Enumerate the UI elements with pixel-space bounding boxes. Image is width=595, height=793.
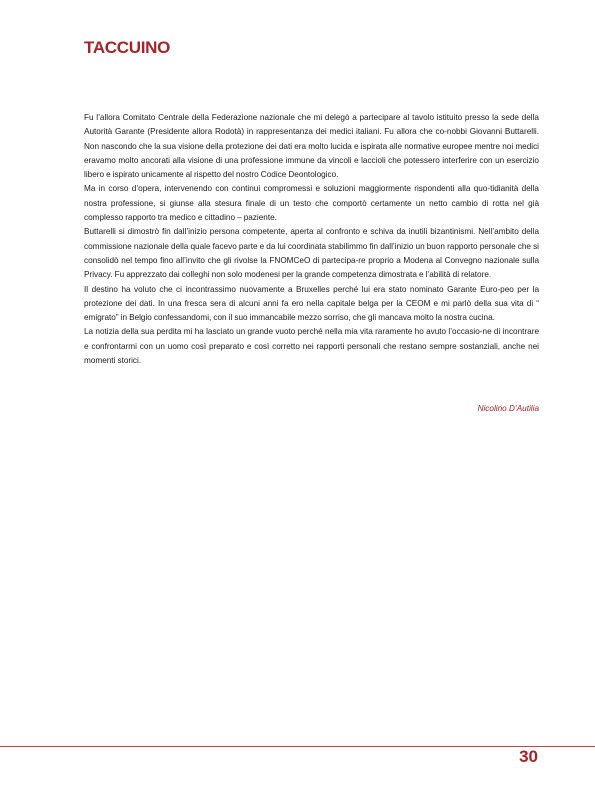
page-number: 30 xyxy=(519,747,538,766)
footer-divider xyxy=(0,746,595,747)
article-paragraph-4: Il destino ha voluto che ci incontrassimo nuovamente a Bruxelles perché lui era stato nominato Garante Euro-peo per la protezione dei dati. In una fresca sera di alcuni anni fa ero nella capitale belga per la CEOM e mi parlò della sua vita di “ emigrato” in Belgio confessandomi, con il suo immancabile mezzo sorriso, che gli mancava molto la nostra cucina. xyxy=(84,284,539,323)
article-paragraph-5: La notizia della sua perdita mi ha lasciato un grande vuoto perché nella mia vita raramente ho avuto l’occasio-ne di incontrare e confrontarmi con un uomo così preparato e così corretto nei rapporti personali che restano sempre sostanziali, anche nei momenti storici. xyxy=(84,327,539,366)
section-title: TACCUINO xyxy=(84,38,171,57)
article-paragraph-3: Buttarelli si dimostrò fin dall’inizio persona competente, aperta al confronto e schiva da inutili bizantinismi. Nell’ambito della commissione nazionale della quale facevo parte e da lui coordinata stabilimmo fin dall’inizio un buon rapporto personale che si consolidò nel tempo fino all’invito che gli rivolse la FNOMCeO di partecipa-re proprio a Modena al Convegno nazionale sulla Privacy. Fu apprezzato dai colleghi non solo modenesi per la grande competenza dimostrata e l’abilità di relatore. xyxy=(84,227,539,280)
article-paragraph-2: Ma in corso d’opera, intervenendo con continui compromessi e soluzioni maggiormente rispondenti alla quo-tidianità della nostra professione, si giunse alla stesura finale di un testo che comportò certamente un netto cambio di rotta nel già complesso rapporto tra medico e cittadino – paziente. xyxy=(84,184,539,223)
author-signature: Nicolino D’Autilia xyxy=(477,404,539,413)
article-body xyxy=(84,111,539,368)
article-paragraph-1: Fu l’allora Comitato Centrale della Federazione nazionale che mi delegò a partecipare al tavolo istituito presso la sede della Autorità Garante (Presidente allora Rodotà) in rappresentanza dei medici italiani. Fu allora che co-nobbi Giovanni Buttarelli. Non nascondo che la sua visione della protezione dei dati era molto lucida e ispirata alle normative europee mentre noi medici eravamo molto ancorati alla visione di una professione immune da vincoli e laccioli che potessero interferire con un esercizio libero e ispirato unicamente al rispetto del nostro Codice Deontologico. xyxy=(84,113,539,180)
